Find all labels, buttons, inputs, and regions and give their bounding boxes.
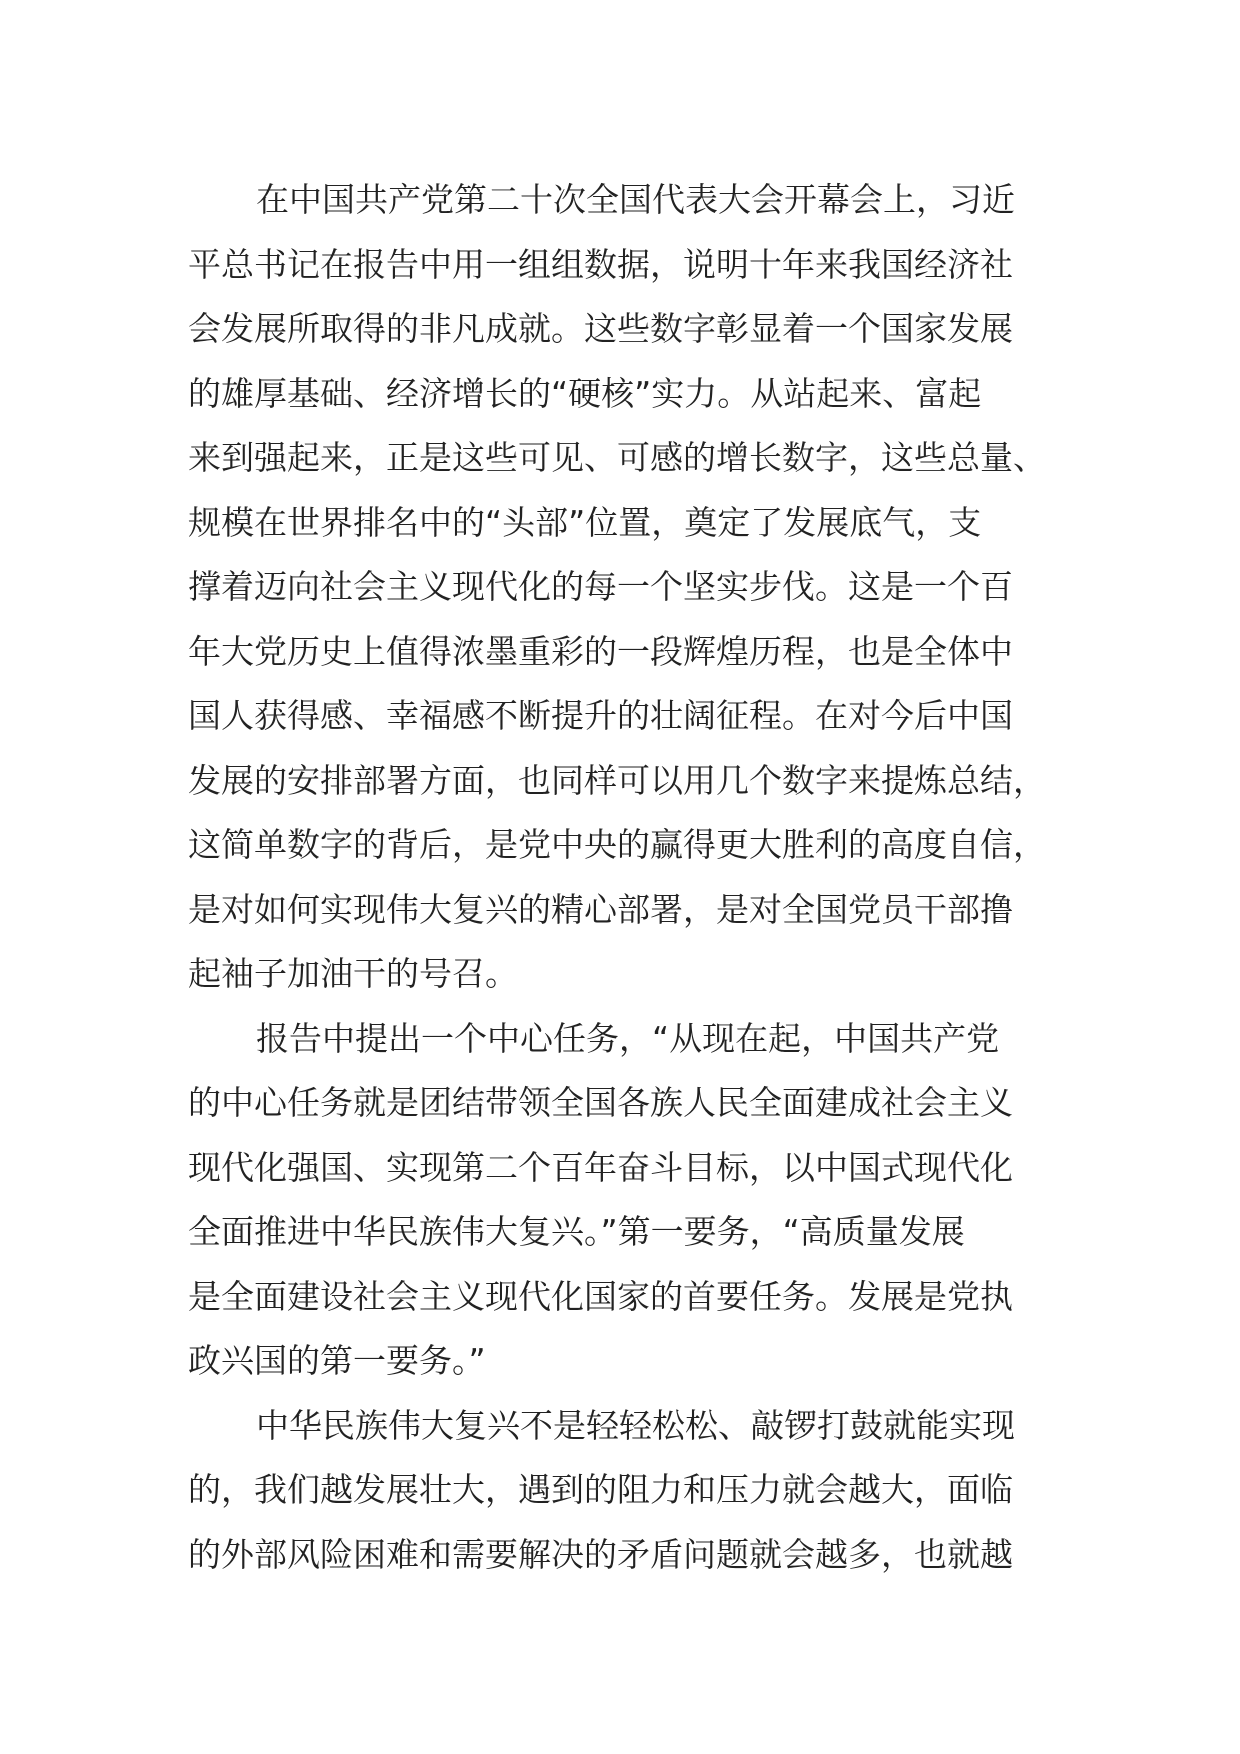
text-line: 的雄厚基础、经济增长的“硬核”实力。从站起来、富起 bbox=[188, 373, 982, 413]
paragraph-2 bbox=[188, 1007, 1068, 1394]
text-line: 在中国共产党第二十次全国代表大会开幕会上，习近 bbox=[256, 180, 1015, 219]
body-text bbox=[188, 168, 1068, 1587]
text-line: 规模在世界排名中的“头部”位置，奠定了发展底气，支 bbox=[188, 502, 982, 542]
text-line: 是全面建设社会主义现代化国家的首要任务。发展是党执 bbox=[188, 1276, 1013, 1316]
text-line: 年大党历史上值得浓墨重彩的一段辉煌历程，也是全体中 bbox=[188, 631, 1013, 671]
paragraph-3 bbox=[188, 1394, 1068, 1588]
text-line: 起袖子加油干的号召。 bbox=[188, 954, 518, 993]
text-line: 的外部风险困难和需要解决的矛盾问题就会越多，也就越 bbox=[188, 1534, 1013, 1574]
text-line: 全面推进中华民族伟大复兴。”第一要务，“高质量发展 bbox=[188, 1212, 965, 1251]
text-line: 这简单数字的背后，是党中央的赢得更大胜利的高度自信， bbox=[188, 825, 1046, 864]
text-line: 现代化强国、实现第二个百年奋斗目标，以中国式现代化 bbox=[188, 1147, 1013, 1187]
text-line: 撑着迈向社会主义现代化的每一个坚实步伐。这是一个百 bbox=[188, 567, 1013, 606]
text-line: 是对如何实现伟大复兴的精心部署，是对全国党员干部撸 bbox=[188, 889, 1013, 929]
text-line: 的中心任务就是团结带领全国各族人民全面建成社会主义 bbox=[188, 1083, 1013, 1122]
text-line: 来到强起来，正是这些可见、可感的增长数字，这些总量、 bbox=[188, 438, 1046, 477]
text-line: 报告中提出一个中心任务，“从现在起，中国共产党 bbox=[256, 1018, 1000, 1058]
text-line: 政兴国的第一要务。” bbox=[188, 1341, 486, 1380]
text-line: 国人获得感、幸福感不断提升的壮阔征程。在对今后中国 bbox=[188, 696, 1013, 735]
text-line: 会发展所取得的非凡成就。这些数字彰显着一个国家发展 bbox=[188, 309, 1013, 348]
text-line: 平总书记在报告中用一组组数据，说明十年来我国经济社 bbox=[188, 244, 1013, 284]
text-line: 的，我们越发展壮大，遇到的阻力和压力就会越大，面临 bbox=[188, 1470, 1013, 1509]
paragraph-1 bbox=[188, 168, 1068, 1007]
text-line: 中华民族伟大复兴不是轻轻松松、敲锣打鼓就能实现 bbox=[256, 1405, 1015, 1445]
text-line: 发展的安排部署方面，也同样可以用几个数字来提炼总结， bbox=[188, 760, 1046, 800]
